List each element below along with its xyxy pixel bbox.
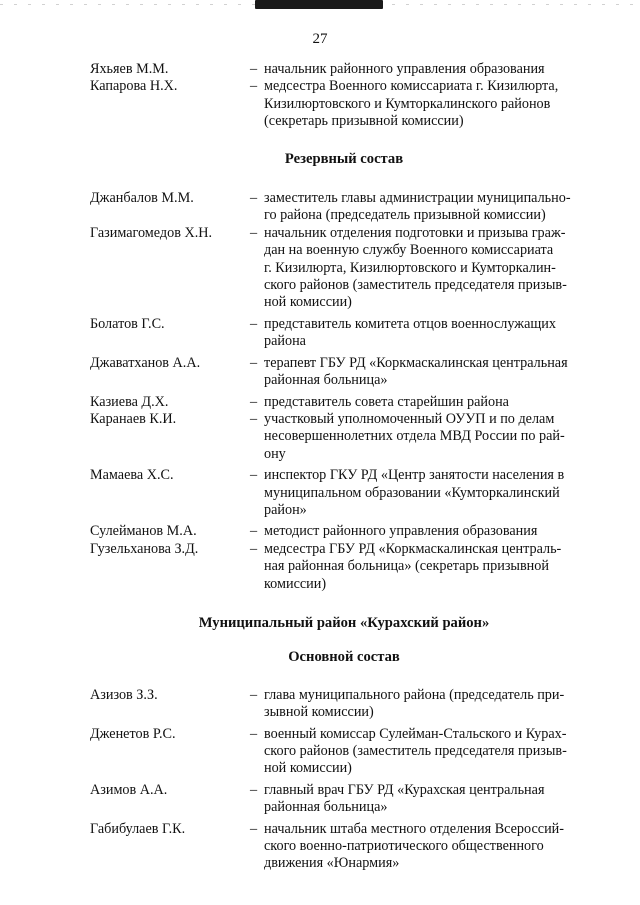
entry-row xyxy=(90,394,598,411)
scan-artifact-bar xyxy=(0,0,640,12)
desc-line: муниципальном образовании «Кумторкалинский xyxy=(264,484,560,501)
desc-line: начальник районного управления образования xyxy=(264,61,545,77)
desc-line: района xyxy=(264,333,306,350)
desc-line: представитель комитета отцов военнослужащих xyxy=(264,315,556,332)
entry-name: Газимагомедов Х.Н. xyxy=(90,224,213,241)
entry-row xyxy=(90,821,598,873)
entry-desc xyxy=(264,726,598,778)
entry-row xyxy=(90,782,598,817)
entry-dash: – xyxy=(250,686,258,703)
desc-line: методист районного управления образования xyxy=(264,523,538,540)
entry-row xyxy=(90,541,598,593)
desc-line: движения «Юнармия» xyxy=(264,855,400,872)
entry-name: Болатов Г.С. xyxy=(90,315,165,332)
entry-name: Азимов А.А. xyxy=(90,781,168,798)
entry-name: Казиева Д.Х. xyxy=(90,393,169,410)
entry-dash: – xyxy=(250,725,258,742)
desc-line: районная больница» xyxy=(264,372,388,389)
desc-line: ной комиссии) xyxy=(264,760,352,777)
desc-line: дан на военную службу Военного комиссариата xyxy=(264,242,554,259)
entry-dash: – xyxy=(250,410,258,427)
desc-line: медсестра Военного комиссариата г. Кизилюрта, xyxy=(264,78,559,95)
document-body xyxy=(90,61,598,873)
desc-line: начальник отделения подготовки и призыва граж- xyxy=(264,224,566,241)
entry-name: Азизов З.З. xyxy=(90,686,158,703)
entries-reserve xyxy=(90,190,598,593)
entry-row xyxy=(90,78,598,130)
entry-name: Габибулаев Г.К. xyxy=(90,820,186,837)
entry-name: Яхьяев М.М. xyxy=(90,61,169,77)
entry-name: Гузельханова З.Д. xyxy=(90,540,199,557)
entry-name: Каранаев К.И. xyxy=(90,410,177,427)
desc-line: го района (председатель призывной комиссии) xyxy=(264,207,546,224)
entry-dash: – xyxy=(250,190,258,207)
entry-row xyxy=(90,411,598,463)
entry-dash: – xyxy=(250,78,258,95)
entry-name: Джаватханов А.А. xyxy=(90,354,201,371)
entry-name: Дженетов Р.С. xyxy=(90,725,176,742)
section-heading-main: Основной состав xyxy=(288,649,400,666)
desc-line: терапевт ГБУ РД «Коркмаскалинская центральная xyxy=(264,354,568,371)
desc-line: глава муниципального района (председатель при- xyxy=(264,686,565,703)
section-heading-reserve: Резервный состав xyxy=(284,150,404,167)
entries-main xyxy=(90,687,598,873)
entry-dash: – xyxy=(250,224,258,241)
desc-line: районная больница» xyxy=(264,799,388,816)
section-heading-district: Муниципальный район «Курахский район» xyxy=(198,614,490,631)
entry-dash: – xyxy=(250,540,258,557)
entries-top xyxy=(90,61,598,131)
entry-desc xyxy=(264,394,598,411)
entry-dash: – xyxy=(250,315,258,332)
entry-row xyxy=(90,467,598,519)
entry-row xyxy=(90,687,598,722)
entry-row xyxy=(90,355,598,390)
entry-dash: – xyxy=(250,61,258,77)
desc-line: медсестра ГБУ РД «Коркмаскалинская централь- xyxy=(264,540,562,557)
entry-desc xyxy=(264,782,598,817)
entry-desc xyxy=(264,821,598,873)
entry-desc xyxy=(264,523,598,540)
desc-line: комиссии) xyxy=(264,575,327,592)
desc-line: г. Кизилюрта, Кизилюртовского и Кумторкалин- xyxy=(264,259,556,276)
page-number: 27 xyxy=(312,31,328,47)
desc-line: Кизилюртовского и Кумторкалинского районов xyxy=(264,95,551,112)
entry-row xyxy=(90,523,598,540)
desc-line: ского районов (заместитель председателя призыв- xyxy=(264,277,567,294)
desc-line: инспектор ГКУ РД «Центр занятости населения в xyxy=(264,467,565,484)
entry-row xyxy=(90,316,598,351)
entry-row xyxy=(90,726,598,778)
desc-line: участковый уполномоченный ОУУП и по делам xyxy=(264,410,555,427)
entry-desc xyxy=(264,190,598,225)
entry-desc xyxy=(264,355,598,390)
desc-line: начальник штаба местного отделения Всероссий- xyxy=(264,820,564,837)
entry-name: Капарова Н.Х. xyxy=(90,78,178,95)
desc-line: главный врач ГБУ РД «Курахская центральная xyxy=(264,781,545,798)
desc-line: несовершеннолетних отдела МВД России по рай- xyxy=(264,428,565,445)
entry-dash: – xyxy=(250,523,258,540)
entry-name: Сулейманов М.А. xyxy=(90,523,197,540)
entry-desc xyxy=(264,61,598,78)
entry-dash: – xyxy=(250,393,258,410)
desc-line: ского районов (заместитель председателя призыв- xyxy=(264,743,567,759)
desc-line: представитель совета старейшин района xyxy=(264,393,509,410)
desc-line: ной комиссии) xyxy=(264,294,352,311)
desc-line: зывной комиссии) xyxy=(264,704,374,721)
entry-dash: – xyxy=(250,354,258,371)
desc-line: район» xyxy=(264,501,307,518)
entry-desc xyxy=(264,541,598,593)
desc-line: заместитель главы администрации муниципально- xyxy=(264,190,571,207)
entry-desc xyxy=(264,316,598,351)
entry-name: Джанбалов М.М. xyxy=(90,190,194,207)
scan-black-mark xyxy=(255,0,383,9)
entry-desc xyxy=(264,467,598,519)
entry-dash: – xyxy=(250,820,258,837)
desc-line: (секретарь призывной комиссии) xyxy=(264,113,464,130)
entry-dash: – xyxy=(250,467,258,484)
entry-row xyxy=(90,190,598,225)
entry-desc xyxy=(264,411,598,463)
desc-line: военный комиссар Сулейман-Стальского и Курах- xyxy=(264,725,567,742)
entry-dash: – xyxy=(250,781,258,798)
desc-line: ону xyxy=(264,445,286,462)
entry-row xyxy=(90,61,598,78)
entry-desc xyxy=(264,78,598,130)
entry-row xyxy=(90,225,598,312)
entry-desc xyxy=(264,687,598,722)
entry-desc xyxy=(264,225,598,312)
desc-line: ная районная больница» (секретарь призывной xyxy=(264,558,549,575)
entry-name: Мамаева Х.С. xyxy=(90,467,174,484)
desc-line: ского военно-патриотического общественного xyxy=(264,838,544,855)
